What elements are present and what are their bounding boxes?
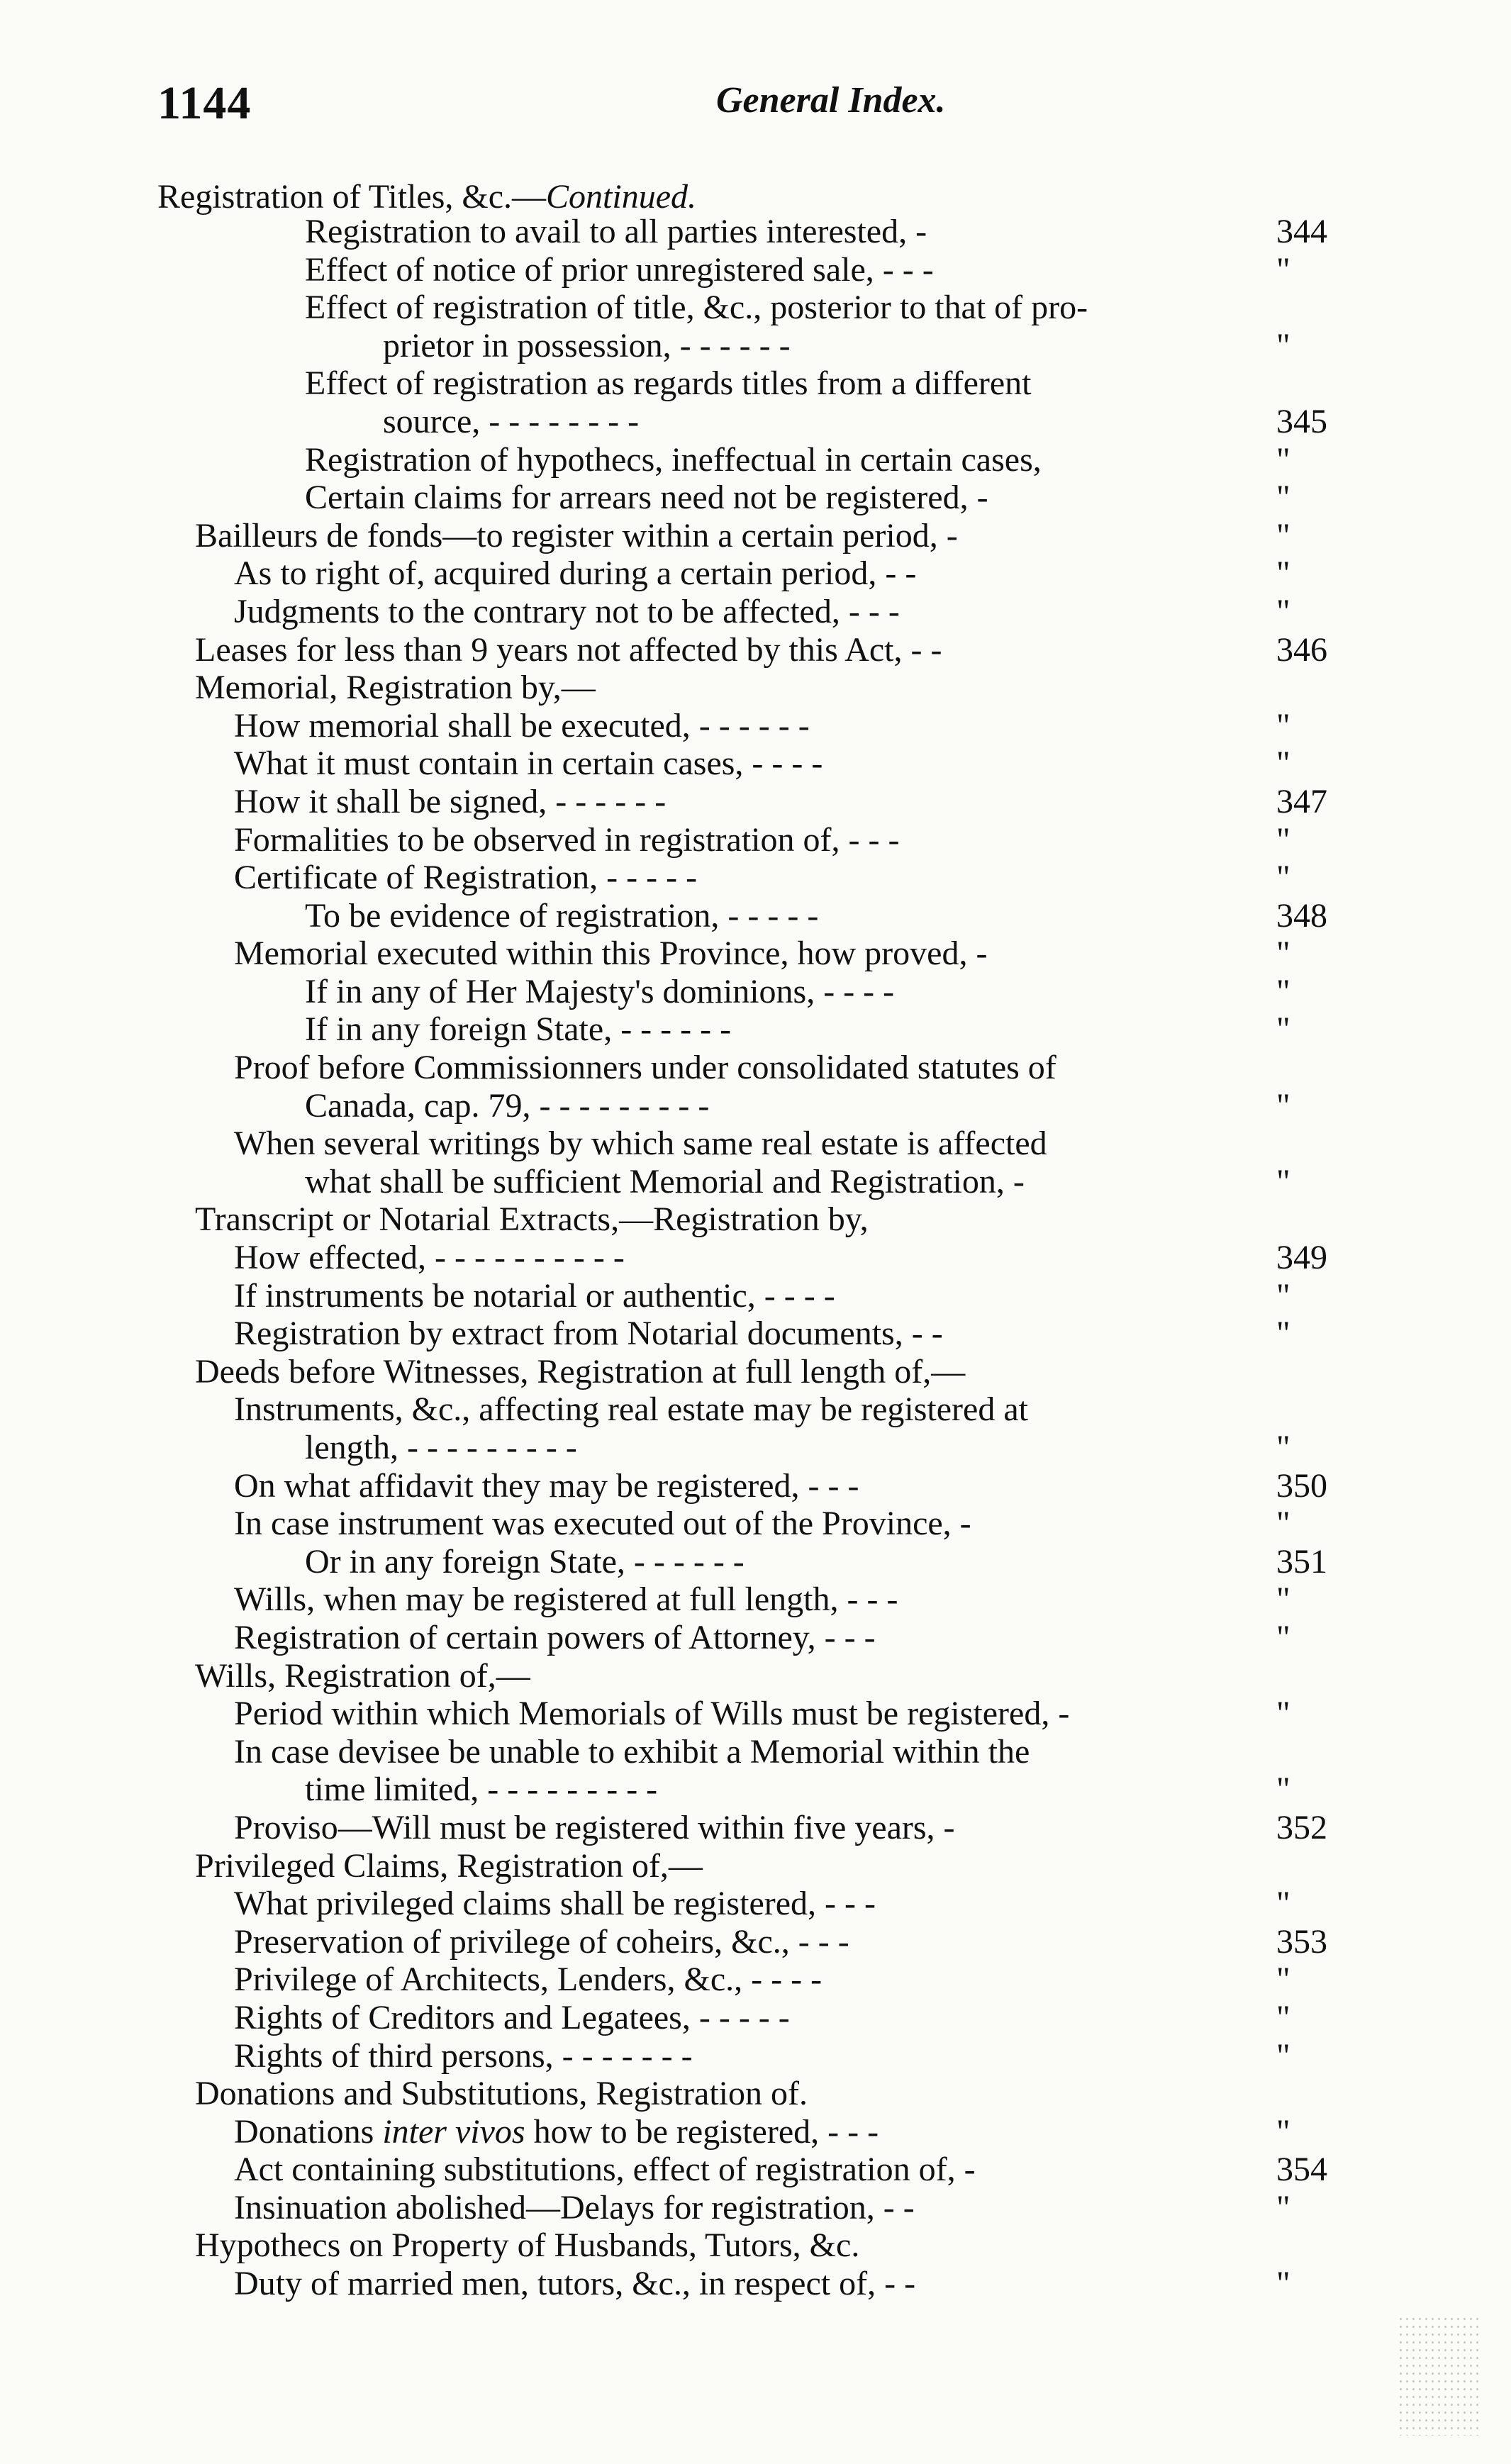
index-entry [0,1049,1511,1087]
paper-speckle [1398,2315,1483,2436]
entry-text: Certain claims for arrears need not be registered, - [305,479,988,517]
entry-text: Period within which Memorials of Wills must be registered, - [234,1695,1070,1733]
entry-page: " [1276,2188,1290,2226]
entry-page: " [1276,706,1290,745]
index-entry [0,1429,1511,1467]
index-entry [0,1200,1511,1239]
entry-text: length, - - - - - - - - - [305,1429,577,1466]
entry-page: " [1276,2112,1290,2151]
index-entry [0,1847,1511,1885]
entry-page: " [1276,1618,1290,1656]
entry-text: Formalities to be observed in registration of, - - - [234,820,900,859]
index-entry [0,1923,1511,1961]
index-entry [0,1695,1511,1733]
entry-page: 351 [1276,1542,1327,1581]
index-entry [0,1999,1511,2037]
index-entry [0,403,1511,441]
index-entry [0,859,1511,897]
index-entry [0,2075,1511,2113]
entry-page: 349 [1276,1239,1327,1277]
index-entry [0,554,1511,593]
index-entry [0,1125,1511,1163]
entry-page: " [1276,1276,1290,1315]
entry-text: Certificate of Registration, - - - - - [234,859,698,897]
entry-page: 345 [1276,402,1327,440]
index-entries [0,213,1511,2303]
index-entry [0,2151,1511,2189]
entry-text: In case instrument was executed out of the Province, - [234,1505,971,1543]
entry-text: Registration by extract from Notarial documents, - - [234,1315,943,1353]
entry-page: " [1276,1961,1290,1999]
index-entry [0,897,1511,935]
entry-text: Rights of third persons, - - - - - - - [234,2036,693,2075]
index-entry [0,1885,1511,1923]
entry-text: Canada, cap. 79, - - - - - - - - - [305,1086,710,1125]
entry-page: 347 [1276,782,1327,820]
index-entry [0,441,1511,479]
index-entry [0,327,1511,365]
index-entry [0,1581,1511,1619]
index-entry [0,2037,1511,2075]
entry-text: Privilege of Architects, Lenders, &c., - - - - [234,1961,823,1999]
entry-text: Judgments to the contrary not to be affected, - - - [234,592,900,630]
index-entry [0,1277,1511,1315]
entry-text: When several writings by which same real estate is affected [234,1125,1047,1163]
entry-text: In case devisee be unable to exhibit a Memorial within the [234,1732,1030,1771]
entry-text: How memorial shall be executed, - - - - - - [234,706,810,745]
index-entry [0,1010,1511,1049]
entry-page: " [1276,1429,1290,1466]
entry-text: Act containing substitutions, effect of registration of, - [234,2151,976,2189]
entry-text: Memorial, Registration by,— [195,669,596,707]
entry-page: " [1276,326,1290,364]
entry-text: How it shall be signed, - - - - - - [234,782,667,820]
index-entry [0,821,1511,859]
entry-text: time limited, - - - - - - - - - [305,1771,658,1809]
entry-page: " [1276,250,1290,289]
index-entry [0,935,1511,973]
running-head: General Index. [716,80,946,121]
entry-page: " [1276,935,1290,973]
entry-text: Rights of Creditors and Legatees, - - - - - [234,1998,790,2036]
section-heading [157,177,696,216]
index-entry [0,364,1511,403]
entry-text: Or in any foreign State, - - - - - - [305,1542,745,1581]
entry-text: Donations and Substitutions, Registration of. [195,2075,808,2113]
entry-text: On what affidavit they may be registered, - - - [234,1466,859,1505]
entry-text: Registration of hypothecs, ineffectual in certain cases, [305,440,1042,479]
index-entry [0,479,1511,517]
entry-text: Effect of registration as regards titles from a different [305,364,1032,403]
entry-page: 354 [1276,2151,1327,2189]
index-entry [0,289,1511,327]
index-entry [0,1353,1511,1391]
index-entry [0,973,1511,1011]
entry-text: What privileged claims shall be registered, - - - [234,1885,876,1923]
entry-page: " [1276,2265,1290,2303]
entry-page: " [1276,859,1290,897]
index-entry [0,2226,1511,2265]
entry-text: Bailleurs de fonds—to register within a certain period, - [195,516,958,554]
entry-page: 344 [1276,213,1327,250]
index-entry [0,669,1511,707]
entry-page: " [1276,1885,1290,1923]
entry-text: Wills, when may be registered at full length, - - - [234,1581,898,1619]
entry-text: Proof before Commissionners under consolidated statutes of [234,1049,1056,1087]
entry-page: " [1276,1010,1290,1049]
entry-page: " [1276,1998,1290,2036]
page-number: 1144 [157,77,252,129]
entry-page: " [1276,1086,1290,1125]
entry-page: " [1276,820,1290,859]
entry-page: 350 [1276,1466,1327,1505]
index-entry [0,251,1511,289]
entry-text: Leases for less than 9 years not affected by this Act, - - [195,630,942,669]
entry-page: 346 [1276,630,1327,669]
index-entry [0,1657,1511,1695]
index-entry [0,1771,1511,1809]
entry-text: If in any of Her Majesty's dominions, - - - - [305,972,895,1010]
entry-text: source, - - - - - - - - [383,402,640,440]
entry-text: Privileged Claims, Registration of,— [195,1846,703,1885]
entry-text: If instruments be notarial or authentic, - - - - [234,1276,835,1315]
entry-text: Hypothecs on Property of Husbands, Tutors, &c. [195,2226,860,2265]
entry-text: Deeds before Witnesses, Registration at full length of,— [195,1352,966,1390]
index-entry [0,2189,1511,2227]
entry-page: " [1276,516,1290,554]
index-entry [0,1315,1511,1353]
entry-page: 353 [1276,1922,1327,1961]
entry-text: If in any foreign State, - - - - - - [305,1010,732,1049]
index-entry [0,1239,1511,1277]
index-entry [0,631,1511,669]
entry-text: Proviso—Will must be registered within five years, - [234,1808,955,1846]
index-entry [0,1163,1511,1201]
entry-text: what shall be sufficient Memorial and Registration, - [305,1162,1025,1200]
entry-text: prietor in possession, - - - - - - [383,326,791,364]
index-entry [0,1467,1511,1505]
section-continued: Continued. [546,178,697,216]
entry-text: How effected, - - - - - - - - - - [234,1239,625,1277]
section-title: Registration of Titles, &c.— [157,178,547,216]
index-entry [0,2265,1511,2303]
entry-text: Instruments, &c., affecting real estate may be registered at [234,1390,1028,1429]
entry-text: Transcript or Notarial Extracts,—Registration by, [195,1200,869,1239]
index-entry [0,1087,1511,1125]
entry-page: " [1276,1581,1290,1619]
entry-page: " [1276,1695,1290,1733]
entry-text: Effect of registration of title, &c., posterior to that of pro- [305,289,1088,327]
entry-page: " [1276,745,1290,783]
entry-page: " [1276,1315,1290,1353]
index-entry [0,1390,1511,1429]
entry-page: " [1276,1162,1290,1200]
index-entry [0,707,1511,745]
index-entry [0,1543,1511,1581]
entry-page: " [1276,479,1290,517]
entry-text: What it must contain in certain cases, - - - - [234,745,823,783]
index-entry [0,1809,1511,1847]
index-entry [0,1505,1511,1543]
entry-page: " [1276,592,1290,630]
entry-text: Effect of notice of prior unregistered sale, - - - [305,250,934,289]
index-entry [0,2113,1511,2151]
entry-page: " [1276,554,1290,593]
entry-page: " [1276,2036,1290,2075]
entry-page: 348 [1276,896,1327,935]
entry-page: " [1276,440,1290,479]
index-entry [0,783,1511,821]
entry-text: Memorial executed within this Province, how proved, - [234,935,988,973]
index-entry [0,517,1511,555]
entry-page: " [1276,1771,1290,1809]
index-entry [0,593,1511,631]
index-entry [0,1961,1511,1999]
entry-text: Insinuation abolished—Delays for registration, - - [234,2188,915,2226]
entry-page: 352 [1276,1808,1327,1846]
entry-text: Duty of married men, tutors, &c., in respect of, - - [234,2265,916,2303]
index-entry [0,745,1511,783]
entry-page: " [1276,972,1290,1010]
index-entry [0,1619,1511,1657]
index-entry [0,213,1511,251]
entry-text: Preservation of privilege of coheirs, &c., - - - [234,1922,849,1961]
entry-text: As to right of, acquired during a certain period, - - [234,554,917,593]
entry-text: Registration of certain powers of Attorney, - - - [234,1618,876,1656]
entry-text: Wills, Registration of,— [195,1656,530,1695]
entry-text: Donations inter vivos how to be registered, - - - [234,2112,879,2151]
entry-text: Registration to avail to all parties interested, - [305,213,927,250]
entry-text: To be evidence of registration, - - - - - [305,896,819,935]
entry-page: " [1276,1505,1290,1543]
index-entry [0,1733,1511,1771]
